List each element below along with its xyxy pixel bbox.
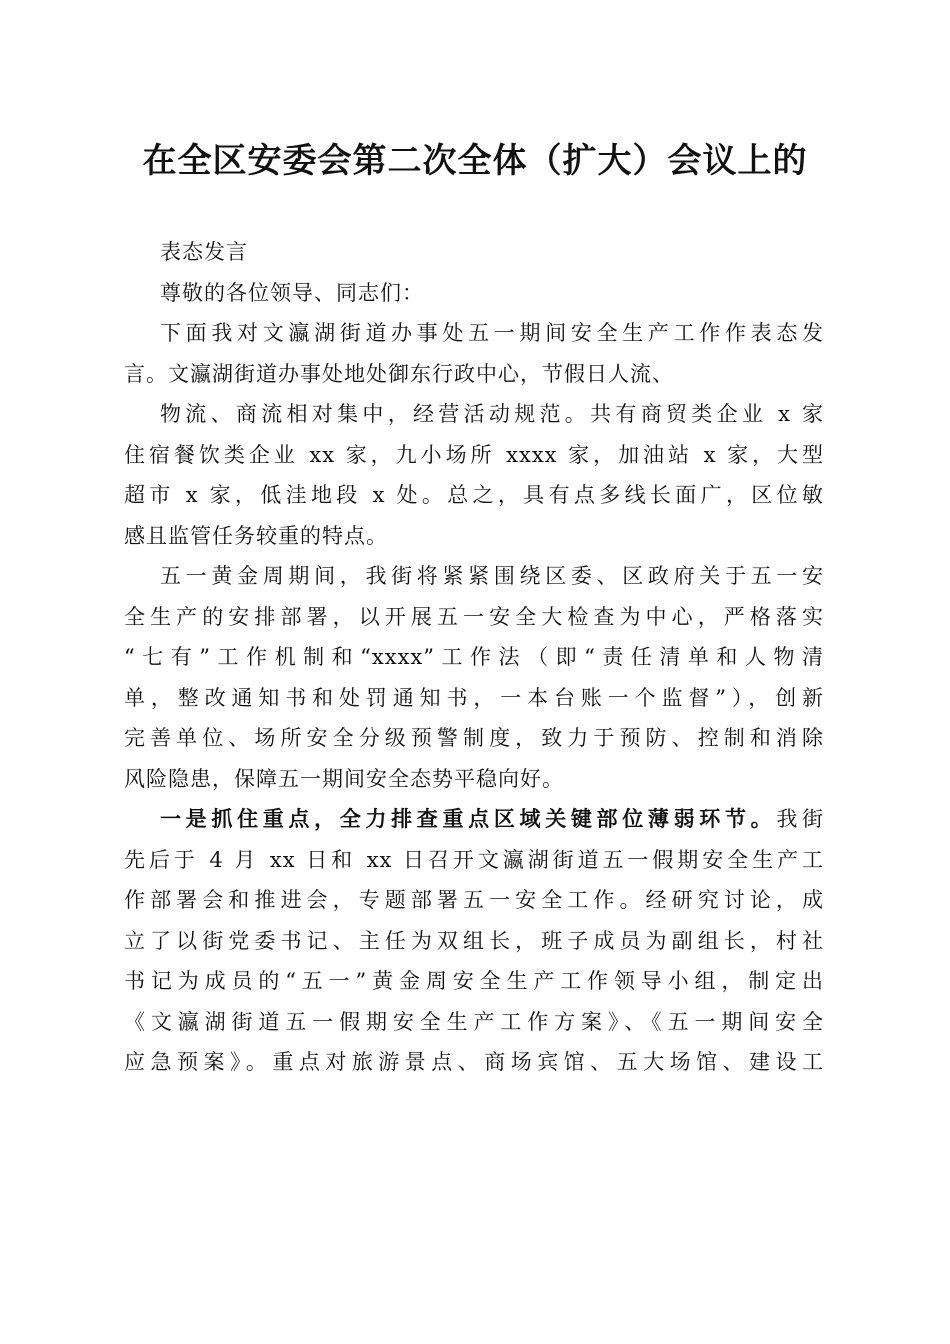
text-line: 五一黄金周期间，我街将紧紧围绕区委、区政府关于五一安 xyxy=(160,564,824,588)
text-line: 言。文瀛湖街道办事处地处御东行政中心，节假日人流、 xyxy=(124,361,674,386)
text-line: 单，整改通知书和处罚通知书，一本台账一个监督”），创新 xyxy=(124,685,824,710)
bold-heading-text: 一是抓住重点，全力排查重点区域关键部位薄弱环节。 xyxy=(160,806,777,831)
text-line: 作部署会和推进会，专题部署五一安全工作。经研究讨论，成 xyxy=(124,888,824,912)
text-line: 立了以街党委书记、主任为双组长，班子成员为副组长，村社 xyxy=(124,928,824,953)
text-line: 表态发言 xyxy=(160,240,248,264)
text-line: 感且监管任务较重的特点。 xyxy=(124,523,388,548)
text-line: “七有”工作机制和“xxxx”工作法（即“责任清单和人物清 xyxy=(124,645,824,669)
text-line: 超市 x 家，低洼地段 x 处。总之，具有点多线长面广，区位敏 xyxy=(124,483,824,507)
text-fragment: 我街 xyxy=(776,807,824,831)
text-line xyxy=(124,799,824,840)
text-line: 应急预案》。重点对旅游景点、商场宾馆、五大场馆、建设工 xyxy=(124,1050,824,1074)
text-line: 尊敬的各位领导、同志们： xyxy=(160,280,424,305)
text-line: 物流、商流相对集中，经营活动规范。共有商贸类企业 x 家 xyxy=(160,402,824,426)
text-line: 风险隐患，保障五一期间安全态势平稳向好。 xyxy=(124,766,564,791)
text-line: 书记为成员的“五一”黄金周安全生产工作领导小组，制定出 xyxy=(124,969,824,993)
text-line: 《文瀛湖街道五一假期安全生产工作方案》、《五一期间安全 xyxy=(124,1009,824,1034)
text-line: 完善单位、场所安全分级预警制度，致力于预防、控制和消除 xyxy=(124,726,824,750)
text-line: 下面我对文瀛湖街道办事处五一期间安全生产工作作表态发 xyxy=(160,321,824,345)
document-title: 在全区安委会第二次全体（扩大）会议上的 xyxy=(142,141,808,181)
text-line: 全生产的安排部署，以开展五一安全大检查为中心，严格落实 xyxy=(124,604,824,629)
text-line: 先后于 4 月 xx 日和 xx 日召开文瀛湖街道五一假期安全生产工 xyxy=(124,847,824,872)
text-line: 住宿餐饮类企业 xx 家，九小场所 xxxx 家，加油站 x 家，大型 xyxy=(124,442,824,467)
document-body xyxy=(124,232,824,1083)
